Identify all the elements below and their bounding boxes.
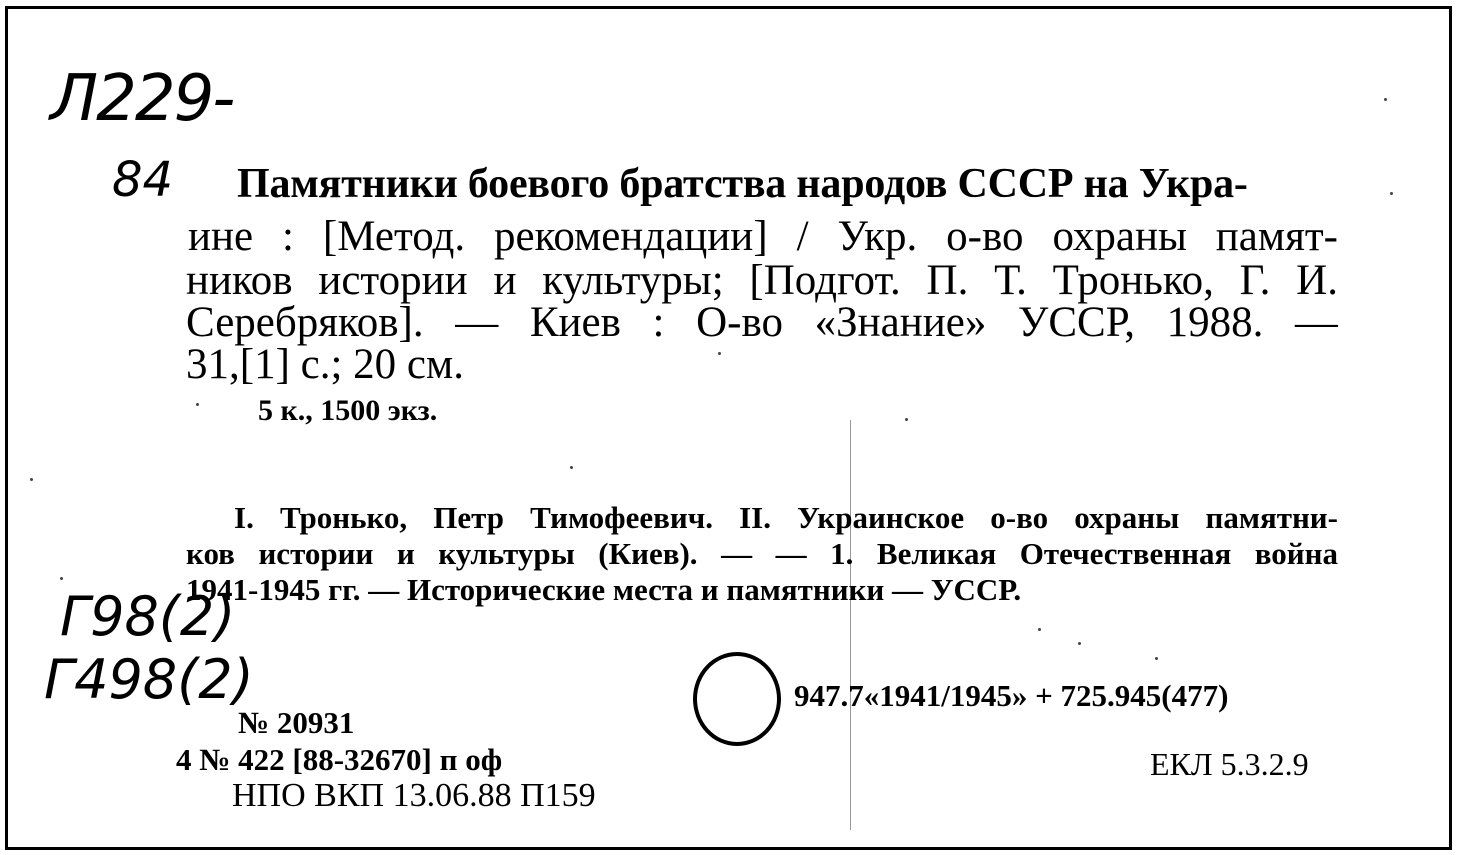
speckle-dot (196, 403, 199, 406)
card-number: № 20931 (238, 705, 355, 740)
circle-mark (693, 652, 781, 746)
description-line4: Серебряков]. — Киев : О-во «Знание» УССР, 1988. — (186, 299, 1338, 346)
price-edition: 5 к., 1500 экз. (258, 394, 438, 427)
speckle-dot (570, 466, 573, 469)
speckle-dot (1038, 628, 1041, 631)
call-number-line2: 84 (112, 152, 174, 208)
speckle-dot (1384, 98, 1387, 101)
udc-code: 947.7«1941/1945» + 725.945(477) (794, 678, 1229, 713)
speckle-dot (1078, 642, 1081, 645)
speckle-dot (30, 478, 33, 481)
handwritten-class1: Г98(2) (60, 585, 236, 648)
handwritten-class2: Г498(2) (44, 648, 254, 711)
speckle-dot (718, 352, 721, 355)
order-line: 4 № 422 [88-32670] п оф (176, 742, 503, 777)
tracings-line3: 1941-1945 гг. — Исторические места и памятники — УССР. (186, 572, 1022, 607)
description-line1: Памятники боевого братства народов СССР на Укра- (237, 161, 1248, 207)
description-line5: 31,[1] с.; 20 см. (186, 341, 464, 388)
speckle-dot (905, 418, 908, 421)
description-line2: ине : [Метод. рекомендации] / Укр. о-во охраны памят- (188, 213, 1338, 260)
publisher-line: НПО ВКП 13.06.88 П159 (232, 777, 596, 814)
speckle-dot (1390, 192, 1393, 195)
speckle-dot (1155, 657, 1158, 660)
tracings-line2: ков истории и культуры (Киев). — — 1. Великая Отечественная война (186, 536, 1338, 571)
call-number-line1: Л229- (50, 62, 234, 136)
fold-line (850, 420, 851, 830)
speckle-dot (60, 577, 63, 580)
description-line3: ников истории и культуры; [Подгот. П. Т. Тронько, Г. И. (186, 257, 1338, 304)
tracings-line1: I. Тронько, Петр Тимофеевич. II. Украинское о-во охраны памятни- (234, 500, 1338, 535)
ekl-code: ЕКЛ 5.3.2.9 (1150, 746, 1309, 782)
